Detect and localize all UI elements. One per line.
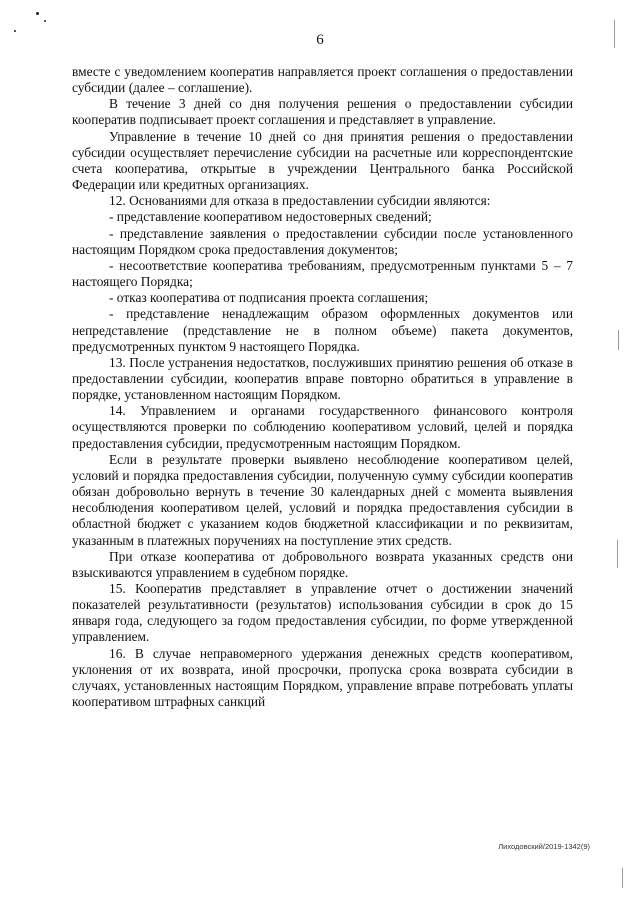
scan-speck xyxy=(36,12,39,15)
list-item: - представление кооперативом недостоверных сведений; xyxy=(109,209,432,225)
list-item: - представление заявления о предоставлении субсидии после установленного настоящим Порядком срока предоставления документов; xyxy=(72,225,573,257)
paragraph: Управление в течение 10 дней со дня принятия решения о предоставлении субсидии осуществляет перечисление субсидии на расчетные или корреспондентские счета кооператива, открытые в учреждении Центрального банка Российской Федерации или кредитных организациях. xyxy=(72,128,573,193)
paragraph: В течение 3 дней со дня получения решения о предоставлении субсидии кооператив подписывает проект соглашения и представляет в управление. xyxy=(72,96,573,128)
list-item: - несоответствие кооператива требованиям, предусмотренным пунктами 5 – 7 настоящего Порядка; xyxy=(72,257,573,290)
paragraph: 15. Кооператив представляет в управление отчет о достижении значений показателей результативности (результатов) использования субсидии в срок до 15 января года, следующего за годом предоставления субсидии, по форме утвержденной управлением. xyxy=(72,581,573,645)
list-item: - отказ кооператива от подписания проекта соглашения; xyxy=(109,290,429,306)
scan-speck xyxy=(44,20,46,22)
paragraph: 13. После устранения недостатков, послуживших принятию решения об отказе в предоставлении субсидии, кооператив вправе повторно обратиться в управление в порядке, установленном настоящим Порядком. xyxy=(72,354,573,403)
scan-edge-line xyxy=(618,330,619,350)
paragraph: При отказе кооператива от добровольного возврата указанных средств они взыскиваются управлением в судебном порядке. xyxy=(72,548,573,580)
list-item: - представление ненадлежащим образом оформленных документов или непредставление (представление не в полном объеме) пакета документов, предусмотренных пунктом 9 настоящего Порядка. xyxy=(72,306,573,354)
paragraph: 12. Основаниями для отказа в предоставлении субсидии являются: xyxy=(109,193,491,209)
paragraph: 16. В случае неправомерного удержания денежных средств кооперативом, уклонения от их возврата, иной просрочки, пропуска срока возврата субсидии в случаях, установленных настоящим Порядком, управление вправе потребовать уплаты кооперативом штрафных санкций xyxy=(72,645,573,710)
paragraph: вместе с уведомлением кооператив направляется проект соглашения о предоставлении субсидии (далее – соглашение). xyxy=(72,64,573,96)
paragraph: Если в результате проверки выявлено несоблюдение кооперативом целей, условий и порядка предоставления субсидии, полученную сумму субсидии кооператив обязан добровольно вернуть в течение 30 календарных дней с момента выявления несоблюдения кооперативом целей, условий и порядка предоставления субсидии в областной бюджет с указанием кодов бюджетной классификации и по реквизитам, указанным в платежных поручениях на поступление этих средств. xyxy=(72,451,573,548)
page-number: 6 xyxy=(316,32,324,48)
document-code-footer: Лиходовский/2019-1342(9) xyxy=(498,842,590,851)
document-body xyxy=(72,64,573,710)
paragraph: 14. Управлением и органами государственного финансового контроля осуществляются проверки по соблюдению кооперативом условий, целей и порядка предоставления субсидии, предусмотренным настоящим Порядком. xyxy=(72,403,573,451)
scan-edge-line xyxy=(617,540,618,568)
scan-edge-line xyxy=(622,868,623,888)
